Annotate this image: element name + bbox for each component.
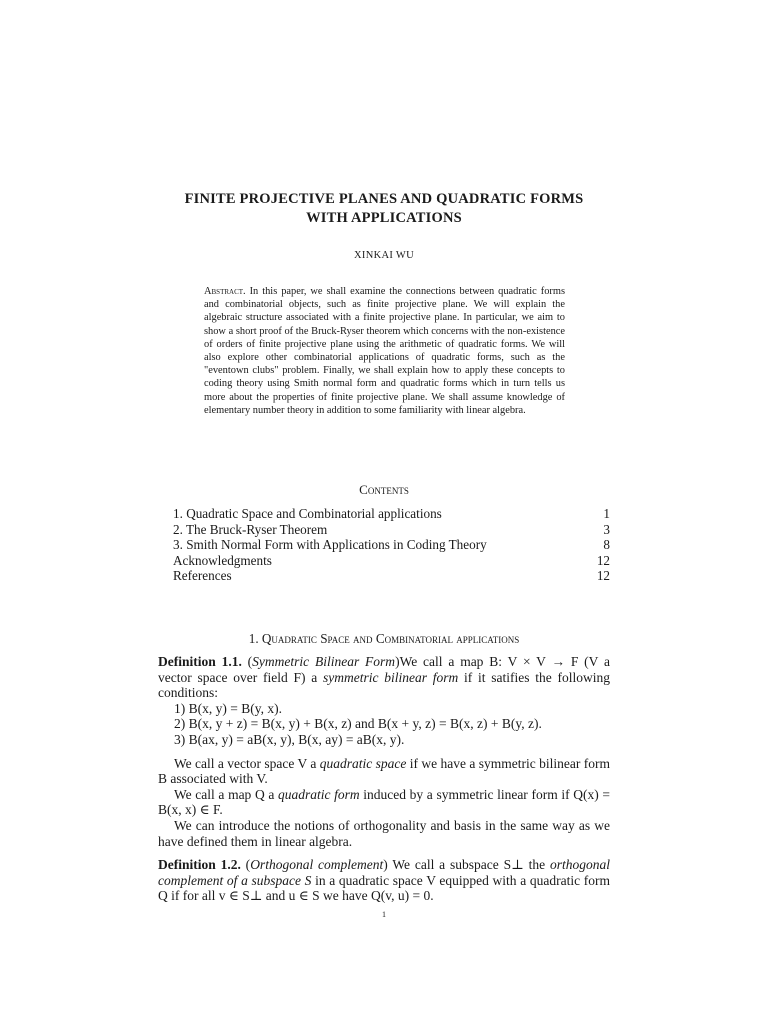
paragraph-term: quadratic form: [277, 786, 360, 802]
toc-entry-label: References: [173, 568, 232, 583]
table-of-contents: [173, 506, 610, 584]
paragraph-text: induced by a symmetric linear form if Q(x) = B(x, x) ∈ F.: [158, 786, 610, 818]
toc-entry-label: 3. Smith Normal Form with Applications in Coding Theory: [173, 537, 487, 552]
abstract-text: In this paper, we shall examine the connections between quadratic forms and combinatorial objects, such as finite projective plane. We will explain the algebraic structure associated with a finite projective plane. In particular, we aim to show a short proof of the Bruck-Ryser theorem which concerns with the non-existence of orders of finite projective plane using the arithmetic of quadratic forms. We will also explore other combinatorial applications of quadratic forms, such as the "eventown clubs" problem. Finally, we shall explain how to apply these concepts to coding theory using Smith normal form and quadratic forms which in turn tells us more about the properties of finite projective plane. We shall assume knowledge of elementary number theory in addition to some familiarity with linear algebra.: [204, 286, 565, 416]
definition-text: We call a map B: V × V → F (V a vector space over field F) a: [158, 654, 610, 685]
toc-entry[interactable]: [173, 568, 610, 584]
definition-term: symmetric bilinear form: [322, 669, 459, 685]
toc-entry-page: 12: [596, 552, 610, 568]
toc-entry-page: 12: [596, 568, 610, 583]
author-name: XINKAI WU: [354, 250, 414, 261]
condition-item: 3) B(ax, y) = aB(x, y), B(x, ay) = aB(x, y).: [174, 731, 405, 747]
paragraph: We can introduce the notions of orthogonality and basis in the same way as we have defined them in linear algebra.: [158, 817, 610, 849]
toc-entry-label: Acknowledgments: [173, 552, 272, 568]
definition-text: We call a subspace S⊥ the: [387, 857, 550, 873]
paragraph-text: We call a vector space V a: [174, 755, 320, 771]
title-line-1: FINITE PROJECTIVE PLANES AND QUADRATIC FORMS: [184, 191, 584, 207]
definition-text: in a quadratic space V equipped with a quadratic form Q if for all v ∈ S⊥ and u ∈ S we have Q(v, u) = 0.: [158, 872, 611, 904]
toc-entry-label: 2. The Bruck-Ryser Theorem: [173, 521, 328, 537]
toc-entry[interactable]: [173, 537, 610, 553]
condition-item: 2) B(x, y + z) = B(x, y) + B(x, z) and B(x + y, z) = B(x, z) + B(y, z).: [174, 716, 542, 732]
toc-entry[interactable]: [173, 506, 610, 522]
toc-entry[interactable]: [173, 553, 610, 569]
abstract-heading: Abstract.: [204, 286, 246, 297]
paragraph-term: quadratic space: [319, 755, 407, 771]
paragraph-text: if we have a symmetric bilinear form B associated with V.: [158, 755, 610, 787]
contents-heading: Contents: [359, 482, 409, 497]
definition-text: if it satifies the following conditions:: [158, 669, 610, 701]
definition-term: orthogonal complement of a subspace S: [158, 857, 610, 888]
definition-1-2: Definition 1.2. (Orthogonal complement) We call a subspace S⊥ the orthogonal complement of a subspace S in a quadratic space V equipped with a quadratic form Q if for all v ∈ S⊥ and u ∈ S we have Q(v, u) = 0.: [158, 857, 611, 904]
toc-entry-label: 1. Quadratic Space and Combinatorial applications: [173, 506, 442, 521]
toc-entry-page: 8: [603, 537, 610, 552]
definition-label: Definition 1.2.: [158, 857, 241, 873]
section-body: [158, 654, 610, 904]
toc-entry-page: 3: [603, 521, 610, 537]
abstract: [204, 285, 565, 417]
paragraph-text: We call a map Q a: [174, 786, 278, 802]
definition-1-1: Definition 1.1. (Symmetric Bilinear Form)We call a map B: V × V → F (V a vector space over field F) a symmetric bilinear form if it satifies the following conditions:: [158, 654, 610, 701]
toc-entry[interactable]: [173, 522, 610, 538]
paragraph: [158, 756, 610, 787]
toc-entry-page: 1: [603, 506, 610, 521]
page-number: 1: [382, 910, 386, 919]
section-heading: 1. Quadratic Space and Combinatorial applications: [248, 631, 520, 646]
paragraph: [158, 787, 610, 818]
definition-name: Symmetric Bilinear Form: [252, 654, 396, 669]
paper-title: [100, 190, 668, 228]
definition-label: Definition 1.1.: [158, 654, 242, 669]
title-line-2: WITH APPLICATIONS: [306, 210, 462, 226]
definition-name: Orthogonal complement: [250, 857, 384, 873]
condition-item: 1) B(x, y) = B(y, x).: [174, 700, 282, 716]
